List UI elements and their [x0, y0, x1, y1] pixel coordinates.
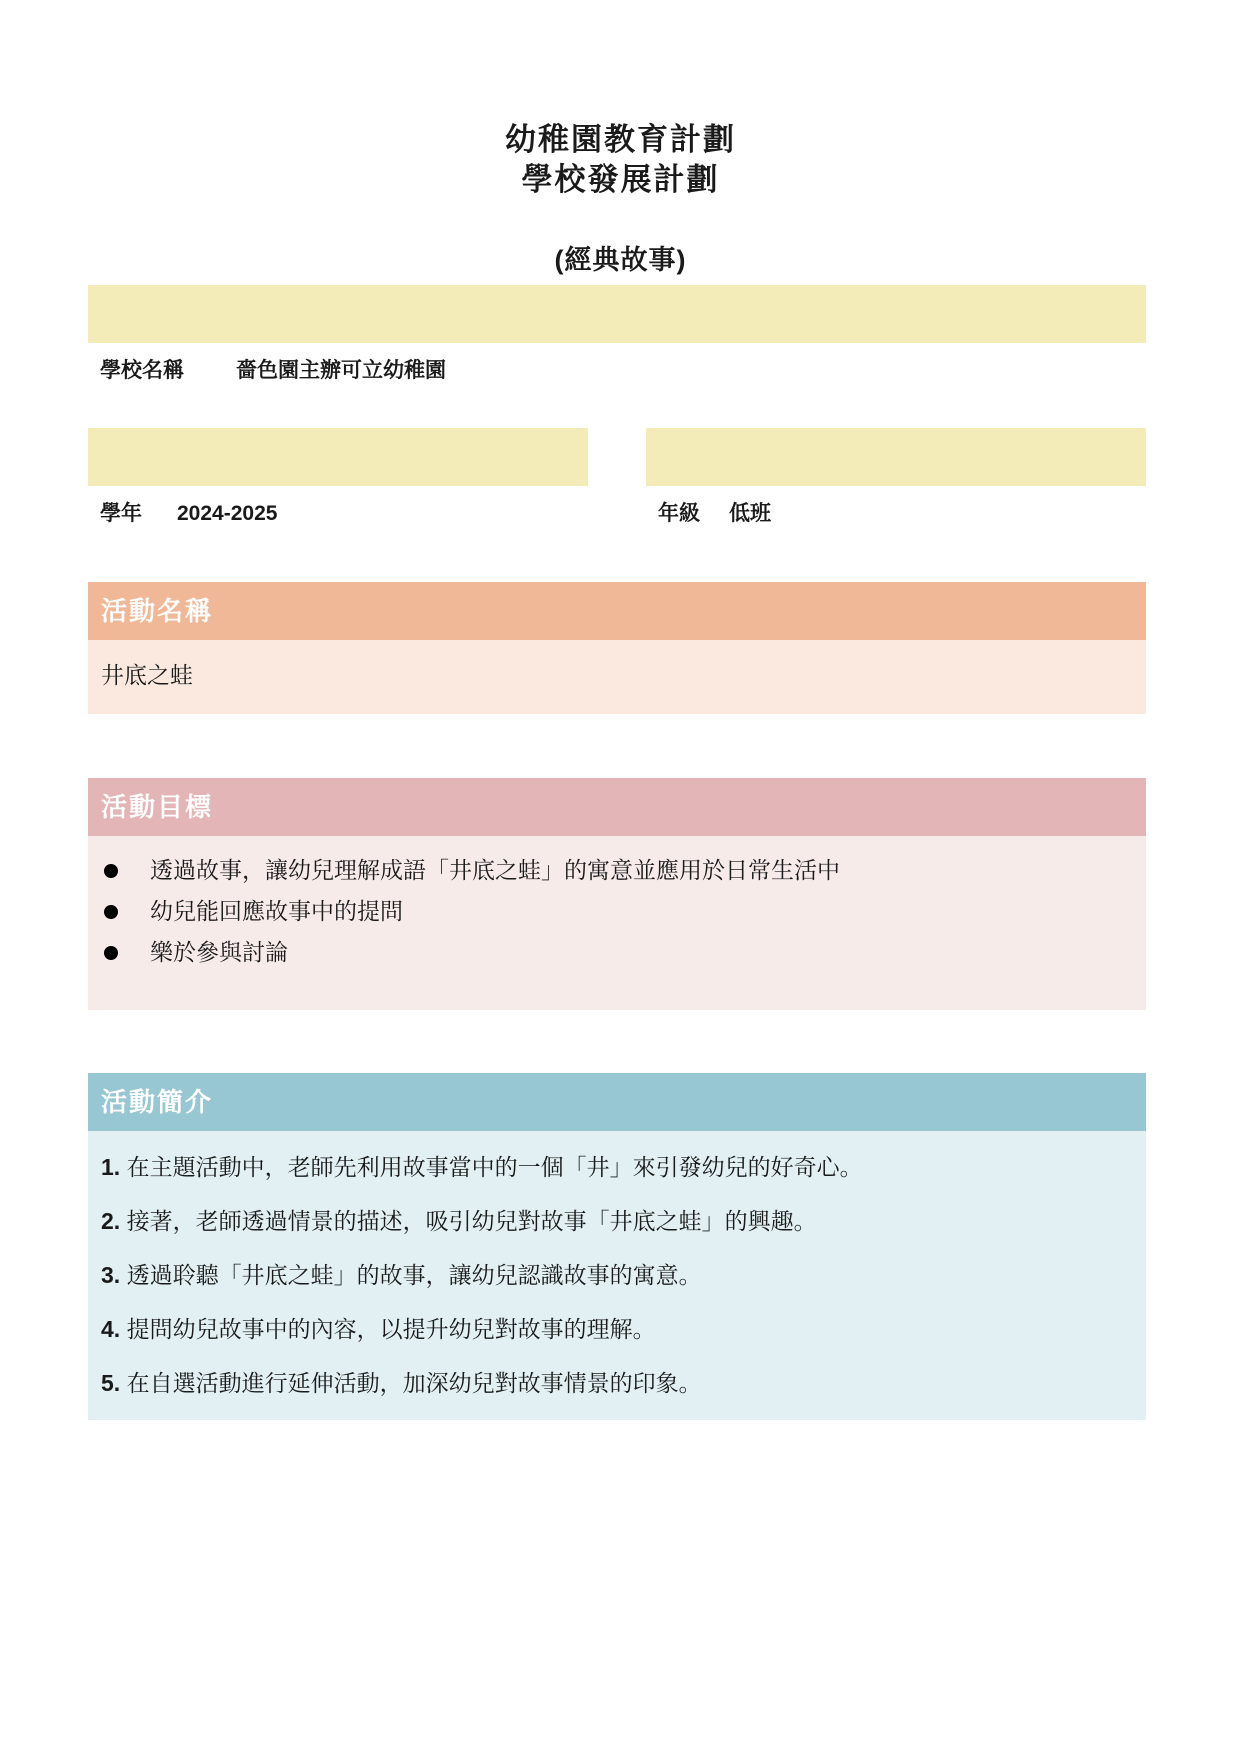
bullet-icon — [104, 905, 118, 919]
step-text: 在自選活動進行延伸活動，加深幼兒對故事情景的印象。 — [126, 1370, 702, 1396]
list-item — [101, 1366, 1146, 1420]
activity-name-heading: 活動名稱 — [88, 582, 1146, 640]
grade-label: 年級 — [658, 502, 700, 525]
activity-goals-heading: 活動目標 — [88, 778, 1146, 836]
goal-text: 透過故事，讓幼兒理解成語「井底之蛙」的寓意並應用於日常生活中 — [150, 857, 840, 883]
step-number: 4. — [101, 1316, 121, 1342]
step-text: 提問幼兒故事中的內容，以提升幼兒對故事的理解。 — [126, 1316, 656, 1342]
goal-text: 幼兒能回應故事中的提問 — [150, 898, 403, 924]
activity-intro-steps — [88, 1131, 1146, 1420]
bullet-icon — [104, 946, 118, 960]
document-category: (經典故事) — [554, 245, 687, 275]
list-item — [101, 891, 1146, 932]
step-text: 透過聆聽「井底之蛙」的故事，讓幼兒認識故事的寓意。 — [126, 1262, 702, 1288]
activity-intro-heading: 活動簡介 — [88, 1073, 1146, 1131]
activity-name-value: 井底之蛙 — [88, 640, 1146, 714]
activity-goals-section — [88, 778, 1146, 1010]
grade-info-bar — [646, 428, 1146, 486]
list-item — [101, 1258, 1146, 1312]
step-number: 2. — [101, 1208, 121, 1234]
school-year-value: 2024-2025 — [177, 502, 278, 525]
list-item — [101, 1204, 1146, 1258]
school-info-bar — [88, 285, 1146, 343]
activity-name-section — [88, 582, 1146, 714]
step-text: 在主題活動中，老師先利用故事當中的一個「井」來引發幼兒的好奇心。 — [126, 1154, 863, 1180]
activity-intro-section — [88, 1073, 1146, 1420]
step-number: 5. — [101, 1370, 121, 1396]
grade-value: 低班 — [729, 502, 771, 525]
list-item — [101, 1150, 1146, 1204]
activity-goals-list — [88, 836, 1146, 1010]
goal-text: 樂於參與討論 — [150, 939, 288, 965]
step-number: 3. — [101, 1262, 121, 1288]
document-title: 幼稚園教育計劃 — [505, 122, 736, 157]
school-year-label: 學年 — [100, 502, 142, 525]
document-subtitle-plan: 學校發展計劃 — [521, 162, 720, 197]
list-item — [101, 1312, 1146, 1366]
year-info-bar — [88, 428, 588, 486]
school-name-value: 嗇色園主辦可立幼稚園 — [236, 359, 446, 382]
list-item — [101, 850, 1146, 891]
step-text: 接著，老師透過情景的描述，吸引幼兒對故事「井底之蛙」的興趣。 — [126, 1208, 817, 1234]
list-item — [101, 932, 1146, 973]
step-number: 1. — [101, 1154, 121, 1180]
bullet-icon — [104, 864, 118, 878]
school-name-label: 學校名稱 — [100, 359, 184, 382]
